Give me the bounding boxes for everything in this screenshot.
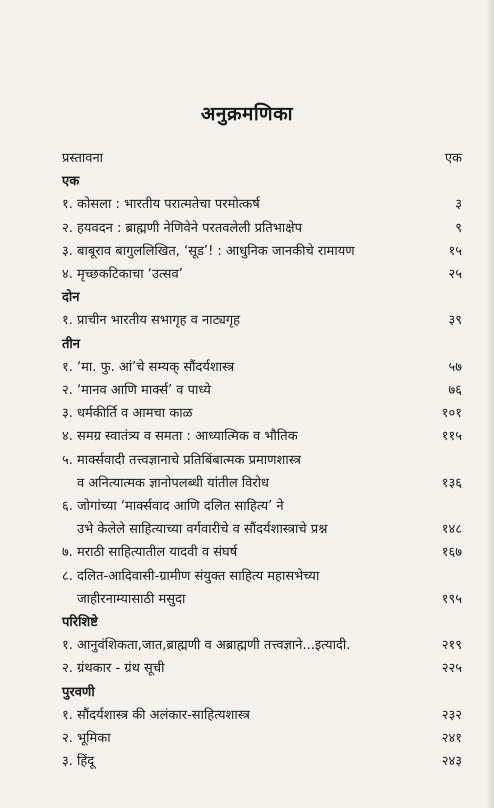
- toc-entry-title: ६. जोगांच्या ‘मार्क्सवाद आणि दलित साहित्य’ ने: [62, 499, 284, 515]
- toc-entry: [62, 356, 462, 379]
- toc-entry-title: व अनित्यात्मक ज्ञानोपलब्धी यांतील विरोध: [77, 475, 270, 491]
- toc-entry-title: ३. हिंदू: [62, 754, 95, 770]
- toc-entry-title: उभे केलेले साहित्याच्या वर्गवारीचे व सौंदर्यशास्त्राचे प्रश्न: [77, 522, 328, 538]
- toc-entry-title: १. आनुवंशिकता,जात,ब्राह्मणी व अब्राह्मणी तत्त्वज्ञाने...इत्यादी.: [62, 638, 351, 654]
- toc-entry: [62, 727, 462, 750]
- toc-entry-title: एक: [62, 174, 80, 190]
- toc-entry: [62, 379, 462, 402]
- toc-page-number: २४१: [441, 731, 462, 747]
- toc-entry: [62, 495, 462, 518]
- toc-page-number: २१९: [441, 638, 462, 654]
- toc-page-number: २५: [448, 267, 462, 283]
- toc-entry: [62, 402, 462, 425]
- toc-page-number: ३९: [448, 313, 462, 329]
- toc-entry-title: ४. मृच्छकटिकाचा ‘उत्सव’: [62, 267, 183, 283]
- toc-entry-title: तीन: [62, 336, 80, 352]
- toc-entry: [62, 565, 462, 588]
- toc-entry: [62, 147, 462, 170]
- toc-entry: [62, 541, 462, 564]
- toc-entry: [62, 472, 462, 495]
- toc-entry: [62, 449, 462, 472]
- toc-entry: [62, 657, 462, 680]
- toc-page-number: ११५: [441, 429, 462, 445]
- toc-entry-title: ७. मराठी साहित्यातील यादवी व संघर्ष: [62, 545, 238, 561]
- toc-page-number: ७६: [448, 383, 462, 399]
- toc-entry-title: ५. मार्क्सवादी तत्त्वज्ञानाचे प्रतिबिंबात्मक प्रमाणशास्त्र: [62, 452, 301, 468]
- toc-entry: [62, 588, 462, 611]
- toc-entry-title: ३. बाबूराव बागुललिखित, ‘सूड’! : आधुनिक जानकीचे रामायण: [62, 243, 355, 259]
- toc-entry-title: १. सौंदर्यशास्त्र की अलंकार-साहित्यशास्त्र: [62, 707, 250, 723]
- toc-page-number: २३२: [441, 707, 462, 723]
- toc-page-number: १६७: [441, 545, 462, 561]
- toc-entry: [62, 193, 462, 216]
- toc-entry-title: १. ‘मा. फु. आं’चे सम्यक् सौंदर्यशास्त्र: [62, 359, 235, 375]
- toc-entry-title: ३. धर्मकीर्ति व आमचा काळ: [62, 406, 193, 422]
- toc-entry-title: २. ग्रंथकार - ग्रंथ सूची: [62, 661, 165, 677]
- toc-entry-title: २. हयवदन : ब्राह्मणी नेणिवेने परतवलेली प्रतिभाक्षेप: [62, 220, 302, 236]
- toc-entry: [62, 634, 462, 657]
- toc-page-number: १०१: [441, 406, 462, 422]
- toc-section-heading: [62, 286, 462, 309]
- toc-entry-title: ४. समग्र स्वातंत्र्य व समता : आध्यात्मिक व भौतिक: [62, 429, 298, 445]
- toc-entry-title: २. भूमिका: [62, 731, 111, 747]
- toc-entry: [62, 425, 462, 448]
- toc-page-number: १५: [448, 243, 462, 259]
- toc-entry-title: १. कोसला : भारतीय परात्मतेचा परमोत्कर्ष: [62, 197, 260, 213]
- toc-section-heading: [62, 170, 462, 193]
- toc-entry: [62, 704, 462, 727]
- toc-page-number: ५७: [448, 359, 462, 375]
- toc-entry-title: १. प्राचीन भारतीय सभागृह व नाट्यगृह: [62, 313, 241, 329]
- toc-entry: [62, 309, 462, 332]
- toc-entry: [62, 240, 462, 263]
- toc-section-heading: [62, 611, 462, 634]
- toc-entry: [62, 217, 462, 240]
- toc-page-number: एक: [444, 151, 462, 166]
- toc-page-number: ९: [455, 220, 462, 236]
- toc-entry: [62, 750, 462, 773]
- toc-entry: [62, 263, 462, 286]
- toc-page-number: ३: [455, 197, 462, 213]
- toc-section-heading: [62, 333, 462, 356]
- table-of-contents: [62, 147, 462, 773]
- toc-entry-title: परिशिष्टे: [62, 615, 98, 631]
- toc-entry-title: प्रस्तावना: [62, 151, 104, 166]
- toc-page-number: १४८: [441, 522, 462, 538]
- toc-page-number: २२५: [441, 661, 462, 677]
- toc-entry: [62, 518, 462, 541]
- toc-entry-title: जाहीरनाम्यासाठी मसुदा: [77, 591, 186, 607]
- toc-entry-title: दोन: [62, 290, 80, 306]
- toc-section-heading: [62, 681, 462, 704]
- toc-page-number: १३६: [441, 475, 462, 491]
- page-title: अनुक्रमणिका: [200, 103, 294, 125]
- toc-page-number: १९५: [441, 591, 462, 607]
- toc-entry-title: २. ‘मानव आणि मार्क्स’ व पाध्ये: [62, 383, 211, 399]
- toc-entry-title: ८. दलित-आदिवासी-ग्रामीण संयुक्त साहित्य महासभेच्या: [62, 568, 320, 584]
- toc-entry-title: पुरवणी: [62, 684, 95, 700]
- toc-page-number: २४३: [441, 754, 462, 770]
